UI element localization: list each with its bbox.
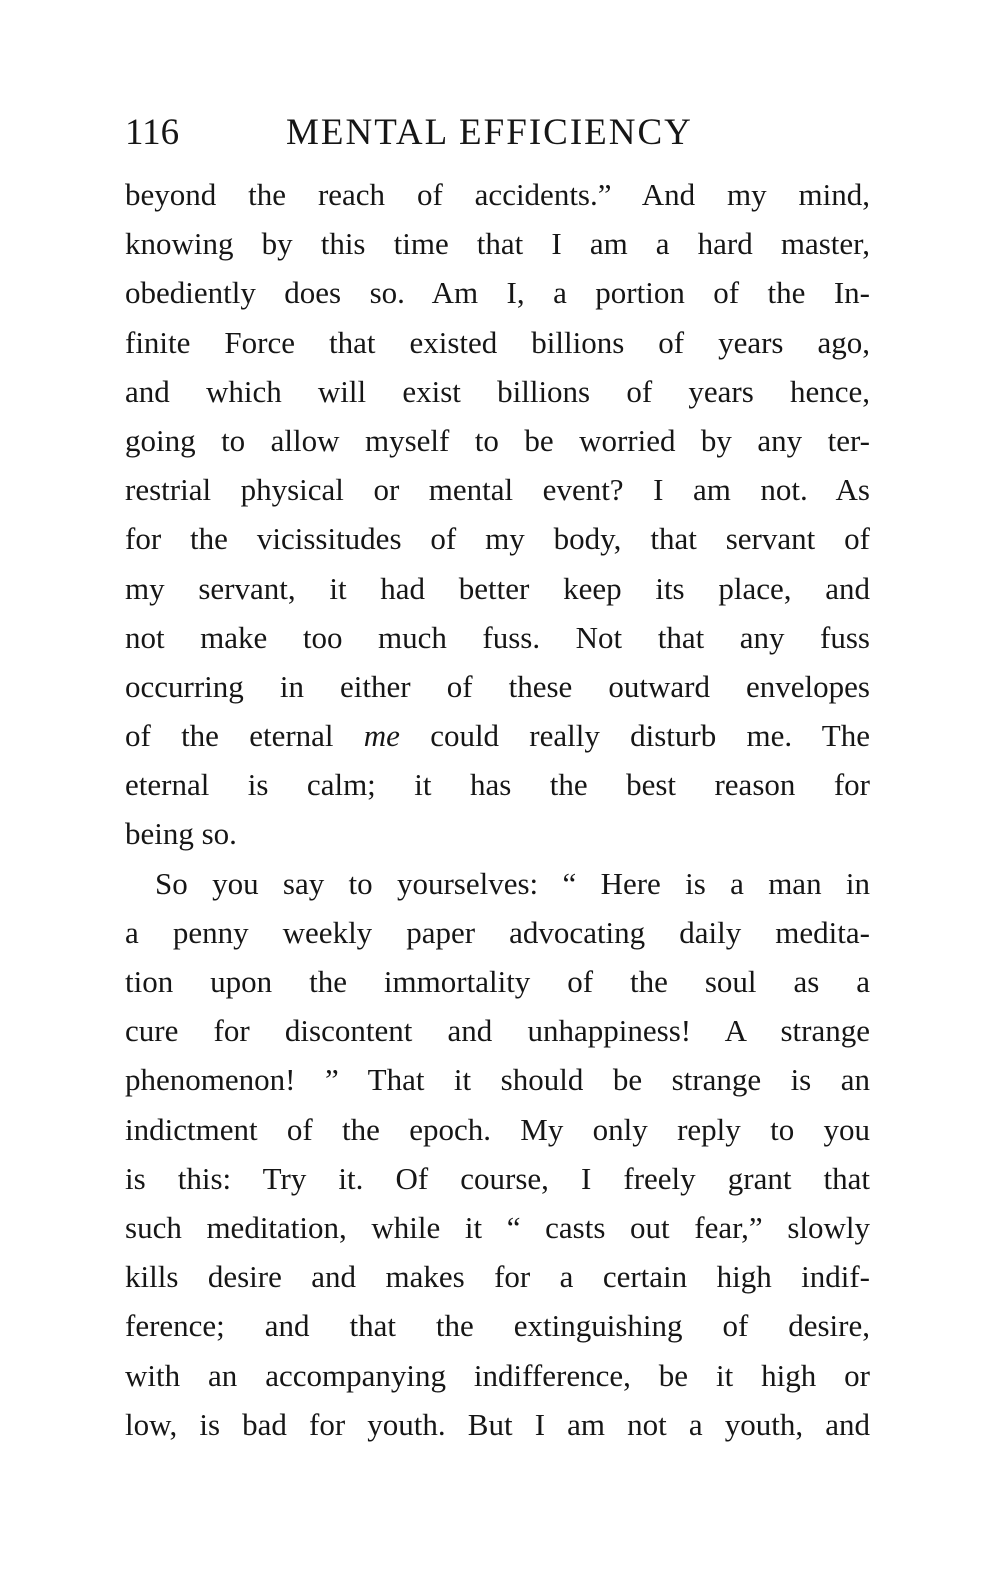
line-text-after: could really disturb me. The <box>399 718 870 754</box>
text-line: for the vicissitudes of my body, that servant of <box>125 521 870 557</box>
paragraph-1 <box>125 170 870 859</box>
text-line: with an accompanying indifference, be it high or <box>125 1357 870 1393</box>
running-title: MENTAL EFFICIENCY <box>286 112 693 153</box>
text-line: such meditation, while it “ casts out fear,” slowly <box>125 1209 870 1245</box>
paragraph-2 <box>125 859 870 1449</box>
text-line: ference; and that the extinguishing of desire, <box>125 1308 870 1344</box>
line-text-before: of the eternal <box>125 718 364 754</box>
text-line: low, is bad for youth. But I am not a youth, and <box>125 1406 870 1442</box>
italic-word: me <box>363 718 400 754</box>
text-line-with-italic <box>125 711 870 760</box>
text-line: finite Force that existed billions of years ago, <box>125 324 870 360</box>
body-text <box>125 170 870 1449</box>
text-line: phenomenon! ” That it should be strange is an <box>125 1062 870 1098</box>
page-number: 116 <box>125 112 180 153</box>
text-line: knowing by this time that I am a hard master, <box>125 226 870 262</box>
text-line: indictment of the epoch. My only reply to you <box>125 1111 870 1147</box>
text-line: cure for discontent and unhappiness! A strange <box>125 1013 870 1049</box>
text-line: restrial physical or mental event? I am not. As <box>125 472 870 508</box>
text-line: being so. <box>125 816 237 852</box>
text-line: tion upon the immortality of the soul as a <box>125 964 870 999</box>
text-line: is this: Try it. Of course, I freely grant that <box>125 1160 870 1196</box>
text-line: a penny weekly paper advocating daily medita- <box>125 914 870 950</box>
text-line: not make too much fuss. Not that any fuss <box>125 619 870 655</box>
running-head <box>125 108 870 158</box>
text-line: occurring in either of these outward envelopes <box>125 668 870 704</box>
text-line: So you say to yourselves: “ Here is a man in <box>155 865 870 901</box>
text-line: my servant, it had better keep its place, and <box>125 570 870 606</box>
text-line: and which will exist billions of years hence, <box>125 373 870 409</box>
text-line: eternal is calm; it has the best reason for <box>125 767 870 803</box>
text-line: beyond the reach of accidents.” And my mind, <box>125 177 870 212</box>
text-line: kills desire and makes for a certain high indif- <box>125 1259 870 1295</box>
text-line: obediently does so. Am I, a portion of the In- <box>125 275 870 311</box>
text-line: going to allow myself to be worried by any ter- <box>125 422 870 458</box>
